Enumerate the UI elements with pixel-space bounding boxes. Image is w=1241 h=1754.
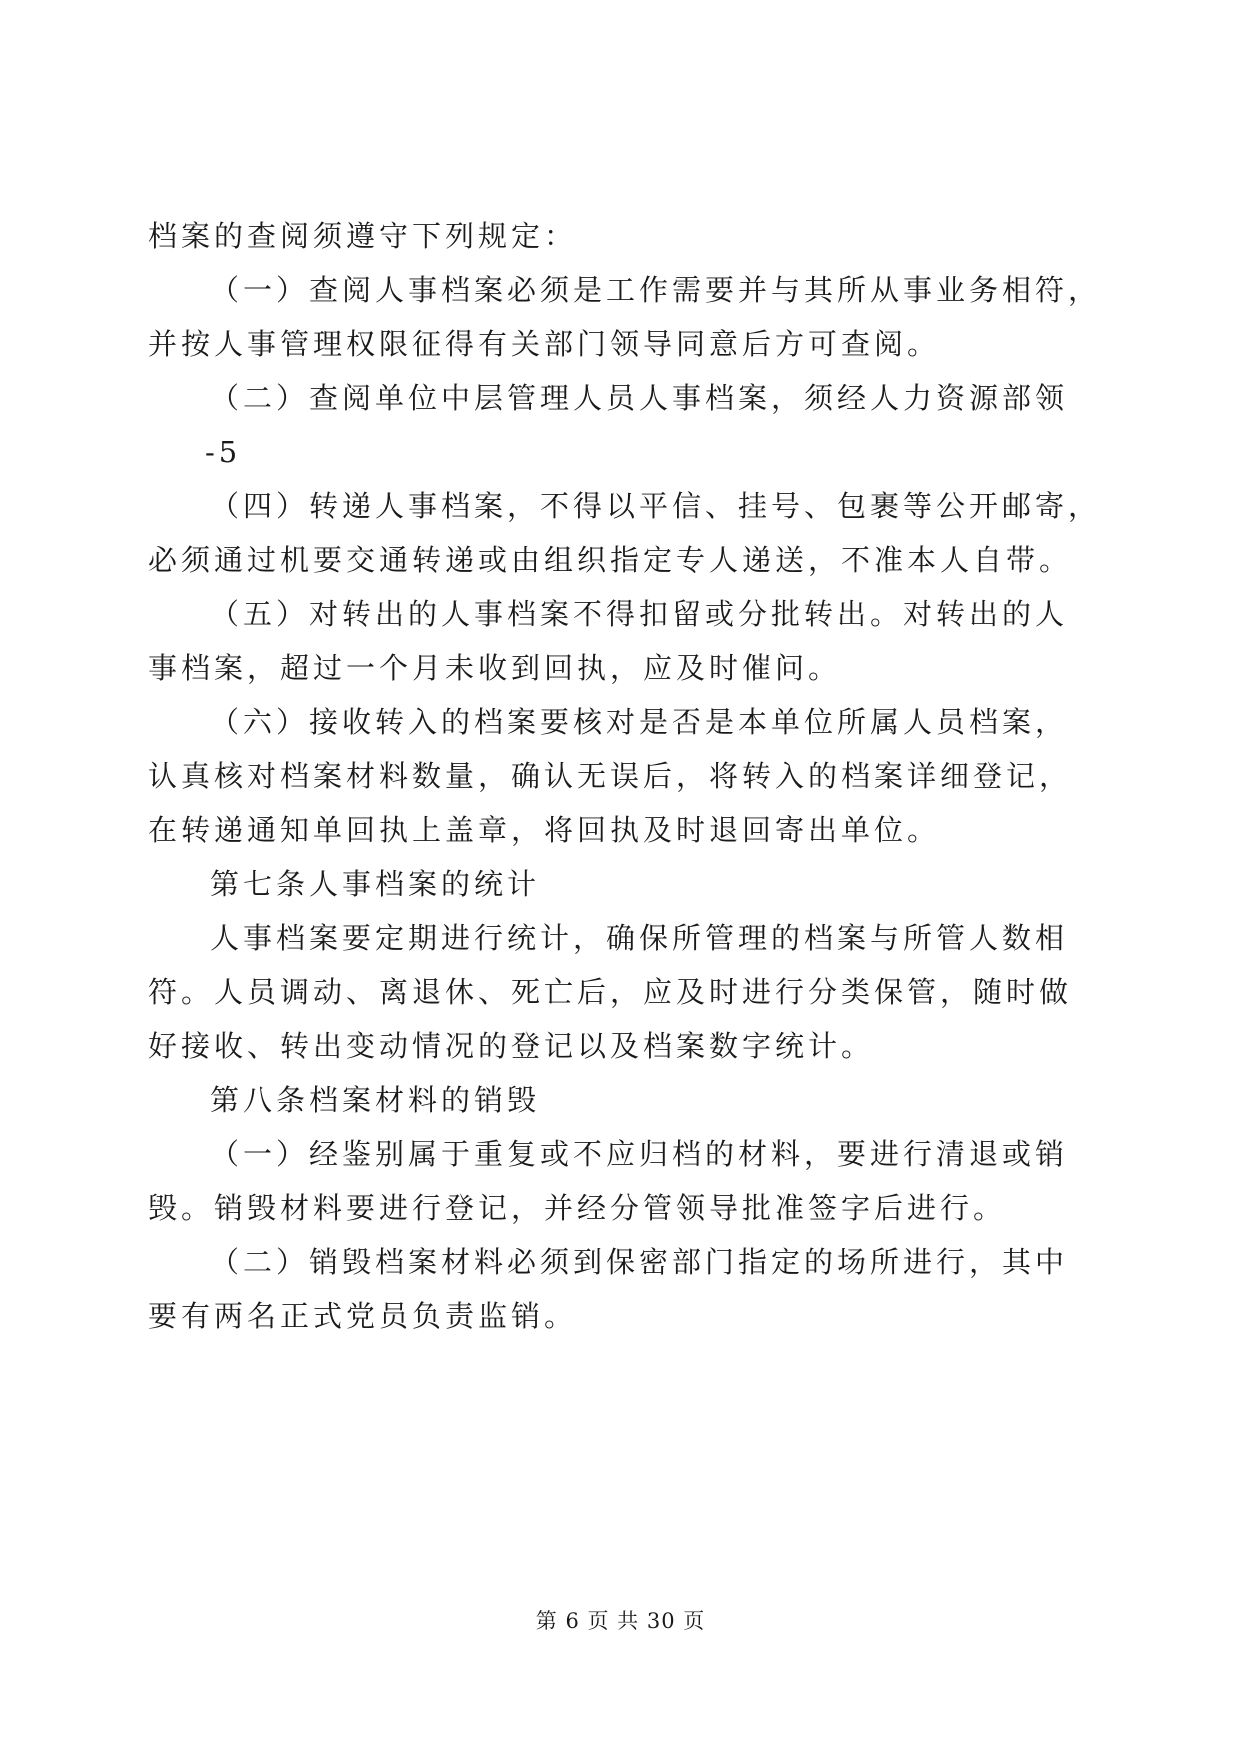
body-line-19: 毁。销毁材料要进行登记，并经分管领导批准签字后进行。	[148, 1191, 1007, 1225]
body-line-20: （二）销毁档案材料必须到保密部门指定的场所进行，其中	[210, 1245, 1069, 1279]
body-line-10: （六）接收转入的档案要核对是否是本单位所属人员档案，	[210, 705, 1069, 739]
body-line-18: （一）经鉴别属于重复或不应归档的材料，要进行清退或销	[210, 1137, 1069, 1171]
body-line-4: （二）查阅单位中层管理人员人事档案，须经人力资源部领	[210, 381, 1069, 415]
body-line-16: 好接收、转出变动情况的登记以及档案数字统计。	[148, 1029, 875, 1063]
body-line-2: （一）查阅人事档案必须是工作需要并与其所从事业务相符，	[210, 273, 1102, 307]
section-heading-7: 第七条人事档案的统计	[210, 867, 541, 901]
body-line-8: （五）对转出的人事档案不得扣留或分批转出。对转出的人	[210, 597, 1069, 631]
body-line-7: 必须通过机要交通转递或由组织指定专人递送，不准本人自带。	[148, 543, 1073, 577]
body-line-1: 档案的查阅须遵守下列规定：	[148, 219, 578, 253]
section-heading-8: 第八条档案材料的销毁	[210, 1083, 541, 1117]
body-line-15: 符。人员调动、离退休、死亡后，应及时进行分类保管，随时做	[148, 975, 1073, 1009]
body-line-14: 人事档案要定期进行统计，确保所管理的档案与所管人数相	[210, 921, 1069, 955]
page-marker: -5	[205, 435, 242, 469]
body-line-6: （四）转递人事档案，不得以平信、挂号、包裹等公开邮寄，	[210, 489, 1102, 523]
body-line-12: 在转递通知单回执上盖章，将回执及时退回寄出单位。	[148, 813, 941, 847]
body-line-21: 要有两名正式党员负责监销。	[148, 1299, 578, 1333]
body-line-11: 认真核对档案材料数量，确认无误后，将转入的档案详细登记，	[148, 759, 1073, 793]
body-line-3: 并按人事管理权限征得有关部门领导同意后方可查阅。	[148, 327, 941, 361]
page-footer: 第 6 页 共 30 页	[535, 1609, 706, 1633]
body-line-9: 事档案，超过一个月未收到回执，应及时催问。	[148, 651, 842, 685]
